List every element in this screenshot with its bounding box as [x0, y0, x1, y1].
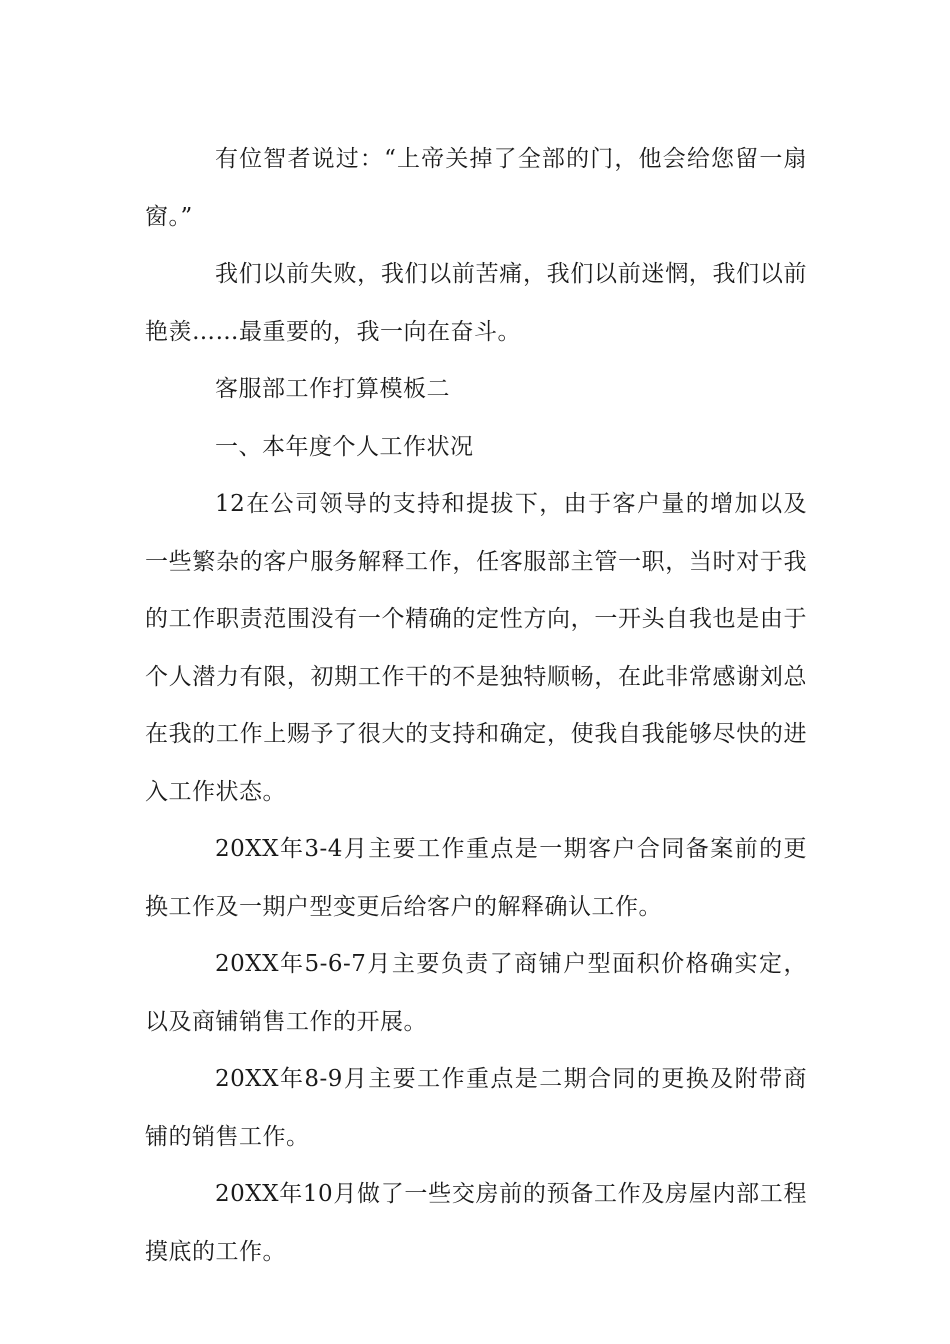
- paragraph-quote: 有位智者说过：“上帝关掉了全部的门，他会给您留一扇窗。”: [145, 146, 807, 230]
- paragraph-may-july: 20XX年5-6-7月主要负责了商铺户型面积价格确实定，以及商铺销售工作的开展。: [145, 951, 807, 1035]
- section-heading: 一、本年度个人工作状况: [215, 433, 474, 460]
- paragraph-october: 20XX年10月做了一些交房前的预备工作及房屋内部工程摸底的工作。: [145, 1181, 807, 1265]
- paragraph-march-april: 20XX年3-4月主要工作重点是一期客户合同备案前的更换工作及一期户型变更后给客户的解释确认工作。: [145, 836, 807, 920]
- paragraph-intro: 12在公司领导的支持和提拔下，由于客户量的增加以及一些繁杂的客户服务解释工作，任客服部主管一职，当时对于我的工作职责范围没有一个精确的定性方向，一开头自我也是由于个人潜力有限，初期工作干的不是独特顺畅，在此非常感谢刘总在我的工作上赐予了很大的支持和确定，使我自我能够尽快的进入工作状态。: [145, 491, 807, 805]
- paragraph-aug-sep: 20XX年8-9月主要工作重点是二期合同的更换及附带商铺的销售工作。: [145, 1066, 807, 1150]
- section-title: 客服部工作打算模板二: [215, 376, 450, 402]
- paragraph-struggle: 我们以前失败，我们以前苦痛，我们以前迷惘，我们以前艳羡……最重要的，我一向在奋斗。: [145, 261, 807, 345]
- document-body: [145, 131, 807, 1281]
